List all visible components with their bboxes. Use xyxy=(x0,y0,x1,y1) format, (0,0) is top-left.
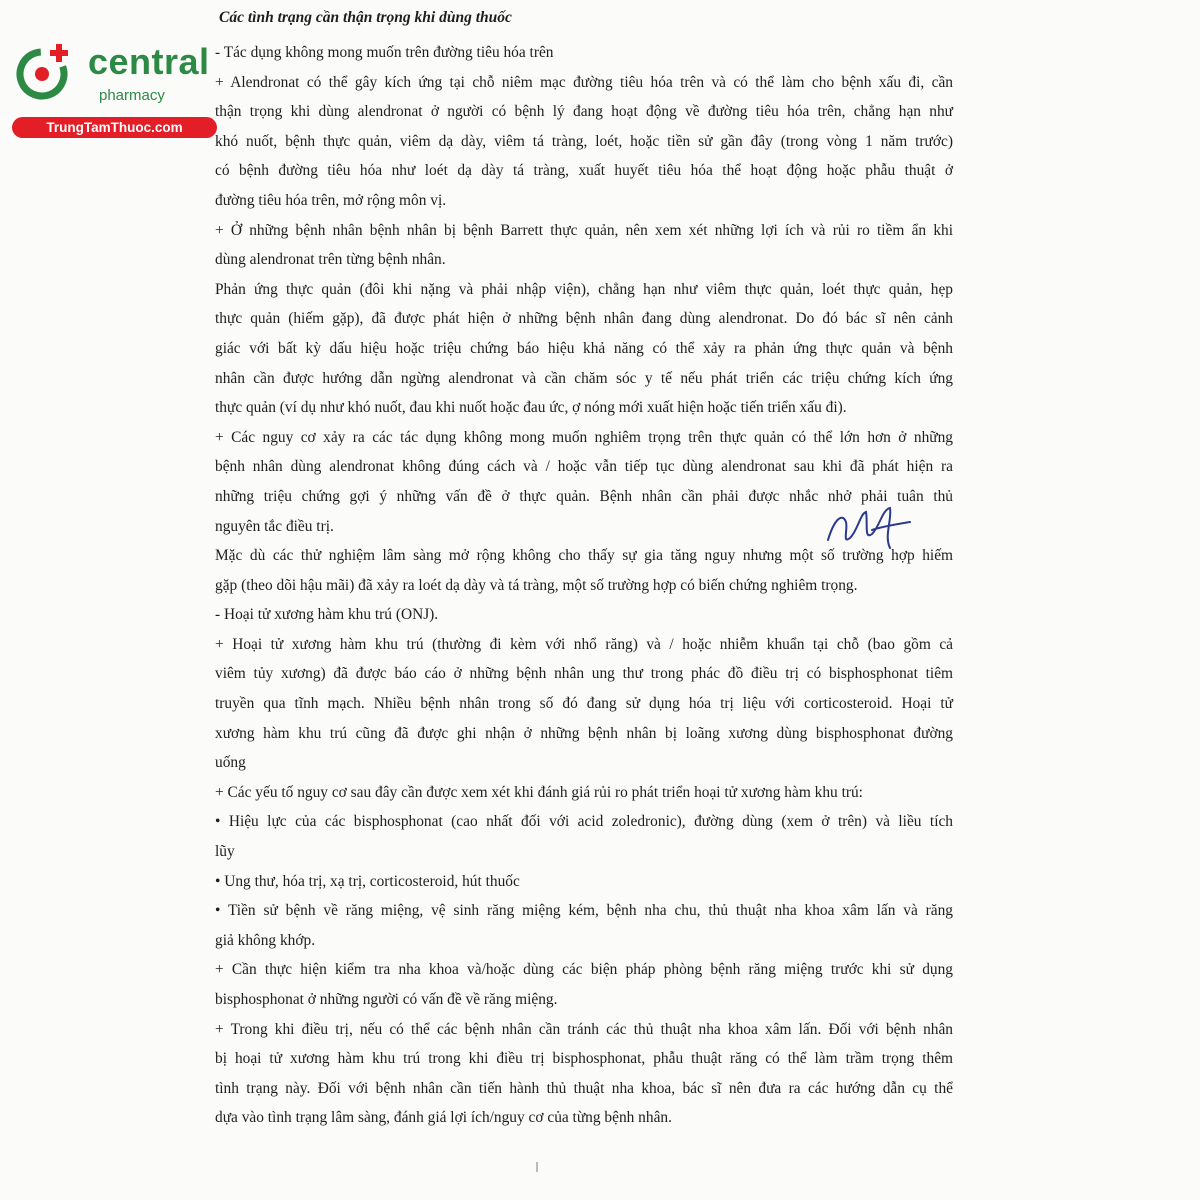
text-line: - Tác dụng không mong muốn trên đường tiêu hóa trên xyxy=(215,44,554,61)
brand-name: central xyxy=(88,41,210,82)
handwritten-signature xyxy=(820,500,920,560)
text-line: dùng alendronat trên từng bệnh nhân. xyxy=(215,251,446,269)
section-heading: Các tình trạng cần thận trọng khi dùng thuốc xyxy=(219,9,512,26)
text-line: truyền qua tĩnh mạch. Nhiều bệnh nhân trong số đó đang sử dụng hóa trị liệu với corticosteroid. Hoại tử xyxy=(215,695,953,713)
text-line: bệnh nhân dùng alendronat không đúng cách và / hoặc vẫn tiếp tục dùng alendronat sau khi đã phát hiện ra xyxy=(215,458,953,476)
text-line: - Hoại tử xương hàm khu trú (ONJ). xyxy=(215,606,439,624)
pharmacy-cross-logo-icon xyxy=(14,40,78,104)
text-line: • Hiệu lực của các bisphosphonat (cao nhất đối với acid zoledronic), đường dùng (xem ở trên) và liều tích xyxy=(215,813,953,831)
text-line: thực quản (hiếm gặp), đã được phát hiện ở những bệnh nhân đang dùng alendronat. Do đó bác sĩ nên cảnh xyxy=(215,310,953,328)
document-body xyxy=(215,8,953,1133)
text-line: + Cần thực hiện kiểm tra nha khoa và/hoặc dùng các biện pháp phòng bệnh răng miệng trước khi sử dụng xyxy=(215,961,953,979)
text-line: tình trạng này. Đối với bệnh nhân cần tiến hành thủ thuật nha khoa, bác sĩ nên đưa ra các hướng dẫn cụ thể xyxy=(215,1079,953,1097)
text-line: xương hàm khu trú cũng đã được ghi nhận ở những bệnh nhân bị loãng xương dùng bisphosphonat đường xyxy=(215,724,953,742)
text-line: những triệu chứng gợi ý những vấn đề ở thực quản. Bệnh nhân cần phải được nhắc nhở phải tuân thủ xyxy=(215,487,953,505)
text-line: Mặc dù các thử nghiệm lâm sàng mở rộng không cho thấy sự gia tăng nguy nhưng một số trường hợp hiếm xyxy=(215,547,953,565)
text-line: khó nuốt, bệnh thực quản, viêm dạ dày, viêm tá tràng, loét, hoặc tiền sử gần đây (trong vòng 1 năm trước) xyxy=(215,132,953,150)
text-line: viêm tủy xương) đã được báo cáo ở những bệnh nhân ung thư trong phác đồ điều trị có bisphosphonat tiêm xyxy=(215,665,953,683)
text-line: bisphosphonat ở những người có vấn đề về răng miệng. xyxy=(215,991,558,1008)
text-line: giả không khớp. xyxy=(215,931,316,949)
text-line: + Trong khi điều trị, nếu có thể các bệnh nhân cần tránh các thủ thuật nha khoa xâm lấn. Đối với bệnh nhân xyxy=(215,1020,953,1038)
text-line: gặp (theo dõi hậu mãi) đã xảy ra loét dạ dày và tá tràng, một số trường hợp có biến chứng nghiêm trọng. xyxy=(215,576,858,594)
text-line: uống xyxy=(215,754,246,772)
document-lines xyxy=(215,38,953,1133)
brand-subtitle: pharmacy xyxy=(99,87,165,104)
text-line: bị hoại tử xương hàm khu trú trong khi điều trị bisphosphonat, phẫu thuật răng có thể làm trầm trọng thêm xyxy=(215,1050,953,1068)
text-line: lũy xyxy=(215,843,235,861)
text-line: Phản ứng thực quản (đôi khi nặng và phải nhập viện), chẳng hạn như viêm thực quản, loét thực quản, hẹp xyxy=(215,280,953,298)
text-line: nhân cần được hướng dẫn ngừng alendronat và cần chăm sóc y tế nếu phát triển các triệu chứng kích ứng xyxy=(215,369,953,387)
text-line: giác với bất kỳ dấu hiệu hoặc triệu chứng báo hiệu khả năng có thể xảy ra phản ứng thực quản và bệnh xyxy=(215,339,953,357)
text-line: + Ở những bệnh nhân bệnh nhân bị bệnh Barrett thực quản, nên xem xét những lợi ích và rủi ro tiềm ẩn khi xyxy=(215,221,953,239)
text-line: có bệnh đường tiêu hóa như loét dạ dày tá tràng, xuất huyết tiêu hóa thể hoạt động hoặc phẫu thuật ở xyxy=(215,162,953,180)
text-line: đường tiêu hóa trên, mở rộng môn vị. xyxy=(215,191,447,209)
text-line: + Các nguy cơ xảy ra các tác dụng không mong muốn nghiêm trọng trên thực quản có thể lớn hơn ở những xyxy=(215,428,953,446)
scan-mark xyxy=(536,1162,538,1172)
central-pharmacy-logo xyxy=(10,40,210,135)
text-line: + Hoại tử xương hàm khu trú (thường đi kèm với nhổ răng) và / hoặc nhiễm khuẩn tại chỗ (bao gồm cả xyxy=(215,635,953,653)
text-line: nguyên tắc điều trị. xyxy=(215,517,334,535)
text-line: + Các yếu tố nguy cơ sau đây cần được xem xét khi đánh giá rủi ro phát triển hoại tử xương hàm khu trú: xyxy=(215,783,863,801)
text-line: dựa vào tình trạng lâm sàng, đánh giá lợi ích/nguy cơ của từng bệnh nhân. xyxy=(215,1109,672,1127)
text-line: thực quản (ví dụ như khó nuốt, đau khi nuốt hoặc đau ức, ợ nóng mới xuất hiện hoặc tiến triển xấu đi). xyxy=(215,399,847,417)
text-line: • Tiền sử bệnh về răng miệng, vệ sinh răng miệng kém, bệnh nha chu, thủ thuật nha khoa xâm lấn và răng xyxy=(215,902,953,920)
text-line: • Ung thư, hóa trị, xạ trị, corticosteroid, hút thuốc xyxy=(215,872,520,890)
text-line: thận trọng khi dùng alendronat ở người có bệnh lý đang hoạt động về đường tiêu hóa trên, chẳng hạn như xyxy=(215,103,953,121)
brand-url: TrungTamThuoc.com xyxy=(12,117,217,138)
text-line: + Alendronat có thể gây kích ứng tại chỗ niêm mạc đường tiêu hóa trên và có thể làm cho bệnh xấu đi, cần xyxy=(215,73,953,91)
